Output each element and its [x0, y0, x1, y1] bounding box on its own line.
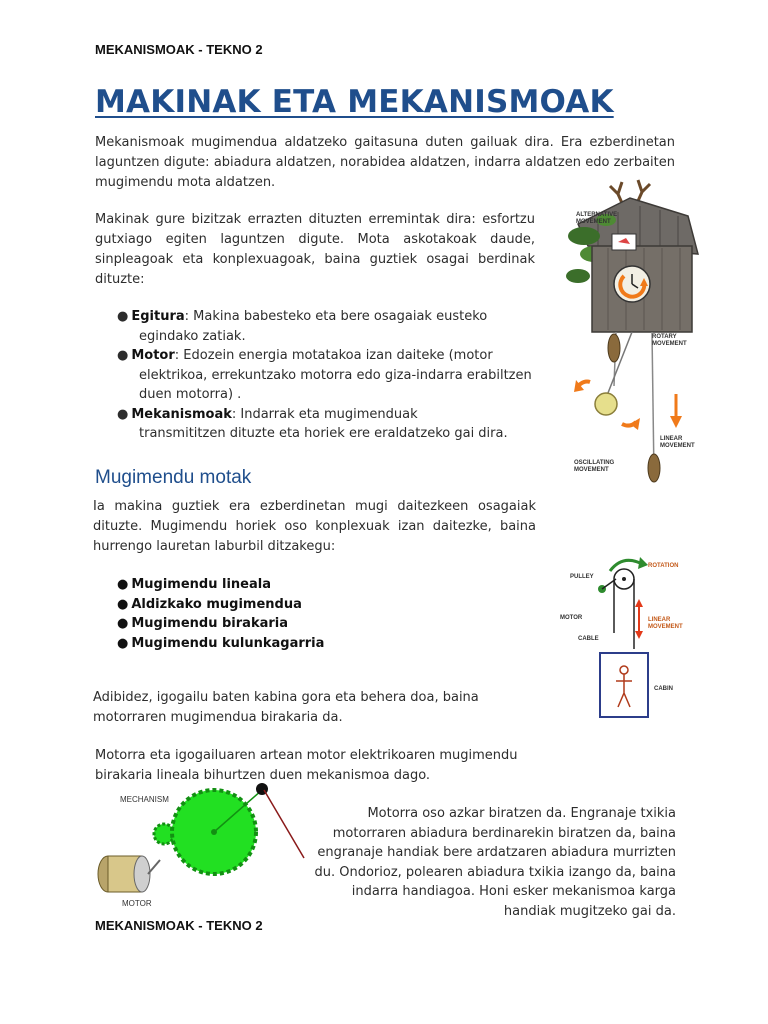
mechanism-paragraph: Motorra eta igogailuaren artean motor elektrikoaren mugimendu birakaria lineala bihurtzen duen mekanismoa dago.: [95, 748, 518, 783]
bullet-icon: ●: [117, 635, 129, 651]
mech-label-mechanism: MECHANISM: [120, 795, 169, 804]
clock-label-linear-1: LINEAR: [660, 436, 683, 442]
elevator-label-linear-1: LINEAR: [648, 617, 671, 623]
list-item: [117, 307, 537, 346]
gear-paragraph: Motorra oso azkar biratzen da. Engranaje txikia motorraren abiadura berdinarekin biratzen da, baina engranaje handiak bere ardatzaren abiadura murrizten du. Ondorioz, polearen abiadura txikia izango da, baina indarra handiagoa. Honi esker mekanismoa karga handiak mugitzeko gai da.: [314, 806, 676, 919]
term-motor: Motor: [131, 348, 175, 363]
elevator-label-rotation: ROTATION: [648, 563, 679, 569]
movement-type: Mugimendu lineala: [131, 577, 271, 592]
list-item: [117, 634, 417, 654]
clock-label-alternative-2: MOVEMENT: [576, 219, 611, 225]
bullet-icon: ●: [117, 596, 129, 612]
clock-label-linear-2: MOVEMENT: [660, 443, 695, 449]
elevator-label-pulley: PULLEY: [570, 574, 594, 580]
list-item: [117, 405, 537, 444]
clock-label-rotary-1: ROTARY: [652, 334, 677, 340]
clock-label-rotary-2: MOVEMENT: [652, 341, 687, 347]
gear-mechanism-illustration: [90, 780, 312, 910]
list-item: [117, 614, 417, 634]
mech-label-motor: MOTOR: [122, 899, 152, 908]
list-item: [117, 346, 537, 405]
bullet-icon: ●: [117, 406, 129, 422]
movement-type: Mugimendu birakaria: [131, 616, 289, 631]
movement-type: Mugimendu kulunkagarria: [131, 635, 325, 651]
list-item: [117, 575, 417, 595]
components-list: [117, 307, 537, 444]
term-description: : Indarrak eta mugimenduak: [231, 406, 418, 422]
page-header: MEKANISMOAK - TEKNO 2: [95, 42, 263, 57]
clock-label-alternative-1: ALTERNATIVE: [576, 212, 618, 218]
elevator-label-linear-2: MOVEMENT: [648, 624, 683, 630]
page-footer: MEKANISMOAK - TEKNO 2: [95, 918, 263, 933]
cuckoo-clock-illustration: [548, 176, 712, 488]
term-egitura: Egitura: [131, 309, 185, 324]
bullet-icon: ●: [117, 309, 129, 324]
term-description-cont: elektrikoa, errekuntzako motorra edo giza-indarra erabiltzen duen motorra) .: [139, 367, 532, 402]
movement-intro-paragraph: Ia makina guztiek era ezberdinetan mugi daitezkeen osagaiak dituzte. Mugimendu horiek oso konplexuak izan daitezke, baina hurrengo lauretan laburbil ditzakegu:: [93, 499, 536, 554]
term-description: : Edozein energia motatakoa izan daiteke (motor: [174, 348, 493, 363]
movement-type: Aldizkako mugimendua: [131, 596, 302, 612]
bullet-icon: ●: [117, 616, 129, 631]
elevator-label-cable: CABLE: [578, 636, 599, 642]
intro-paragraph: Mekanismoak mugimendua aldatzeko gaitasuna duten gailuak dira. Era ezberdinetan laguntzen digute: abiadura aldatzen, norabidea aldatzen, indarra aldatzen edo zerbaiten mugimendu mota aldatzen.: [95, 135, 675, 190]
bullet-icon: ●: [117, 577, 129, 592]
elevator-diagram: [556, 553, 690, 720]
list-item: [117, 595, 417, 615]
elevator-label-cabin: CABIN: [654, 686, 673, 692]
page-title: MAKINAK ETA MEKANISMOAK: [95, 84, 614, 120]
term-description-cont: egindako zatiak.: [139, 328, 246, 344]
machines-paragraph: Makinak gure bizitzak errazten dituzten erremintak dira: esfortzu gutxiago egiten laguntzen digute. Mota askotakoak daude, sinpleagoak eta konplexuagoak, baina guztiek osagai berdinak dituzte:: [95, 212, 535, 287]
term-description: : Makina babesteko eta bere osagaiak eusteko: [184, 309, 488, 324]
term-description-cont: transmititzen dituzte eta horiek ere eraldatzeko gai dira.: [139, 426, 508, 441]
movement-types-list: [117, 575, 417, 653]
bullet-icon: ●: [117, 348, 129, 363]
elevator-label-motor: MOTOR: [560, 615, 583, 621]
term-mekanismoak: Mekanismoak: [131, 406, 232, 422]
clock-label-oscillating-1: OSCILLATING: [574, 460, 615, 466]
example-paragraph: Adibidez, igogailu baten kabina gora eta behera doa, baina motorraren mugimendua birakaria da.: [93, 690, 479, 725]
clock-label-oscillating-2: MOVEMENT: [574, 467, 609, 473]
section-title: Mugimendu motak: [95, 467, 252, 488]
